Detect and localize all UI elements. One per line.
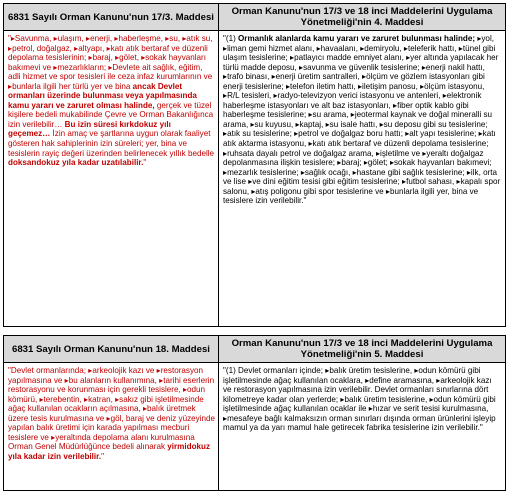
comparison-document bbox=[3, 3, 505, 497]
regulation-5-body: "(1) Devlet ormanları içinde; ▸balık üretim tesislerine, ▸odun kömürü gibi işletilmesinde ağaç kullanılan ocaklara, ▸define aramasına, ▸arkeolojik kazı ve restorasyon yapılmasına izin verilebilir. Devlet ormanları sınırlarına dört kilometreye kadar olan yerlerde; ▸balık üretim tesislerine, ▸odun kömürü gibi işletilmesinde ağaç kullanılan ocaklar ile ▸hızar ve serit tesisi kurulmasına, ▸mesafeye bağlı kalmaksızın orman sınırları dışında orman ürünlerini işleyip mamul ya da yarı mamul hale getirecek fabrika tesislerine izin verilebilir." bbox=[223, 366, 496, 433]
comparison-table-article-18 bbox=[3, 335, 506, 491]
regulation-article-4-text bbox=[219, 31, 506, 327]
law-header-17-text: 6831 Sayılı Orman Kanunu'nun 17/3. Maddesi bbox=[8, 11, 214, 23]
law-header-17 bbox=[4, 4, 219, 31]
law-header-18-text: 6831 Sayılı Orman Kanunu'nun 18. Maddesi bbox=[12, 343, 210, 355]
regulation-header-4-text: Orman Kanunu'nun 17/3 ve 18 inci Maddelerini Uygulama Yönetmeliği'nin 4. Maddesi bbox=[231, 6, 493, 28]
law-article-17-text bbox=[4, 31, 219, 327]
law-header-18 bbox=[4, 336, 219, 363]
regulation-header-5-text: Orman Kanunu'nun 17/3 ve 18 inci Maddelerini Uygulama Yönetmeliği'nin 5. Maddesi bbox=[231, 338, 493, 360]
regulation-header-4 bbox=[219, 4, 506, 31]
regulation-article-5-text bbox=[219, 363, 506, 491]
regulation-header-5 bbox=[219, 336, 506, 363]
law-17-bold-3: doksandokuz yıla kadar uzatılabilir. bbox=[8, 158, 144, 168]
table-spacer bbox=[3, 327, 505, 335]
law-17-part-4: " bbox=[143, 158, 147, 168]
law-17-bold-2: Bu izin süresi kırkdokuz yılı geçemez… bbox=[8, 119, 171, 139]
law-17-part-2: gerçek ve tüzel kişilere bedeli mukabilinde Çevre ve Orman Bakanlığınca izin verilebilir… bbox=[8, 100, 214, 129]
law-18-part-2: " bbox=[101, 451, 105, 461]
law-18-part-1: "Devlet ormanlarında; ▸arkeolojik kazı ve ▸restorasyon yapılmasına ve ▸bu alanların kullanımına, ▸tarihi eserlerin restorasyonu ve korunması için gerekli tesislere, ▸odun kömürü, ▸terebentin, ▸katran, ▸sakız gibi işletilmesinde ağaç kullanılan ocakların açılmasına, ▸balık üretmek üzere tesis kurulmasına ve ▸göl, baraj ve deniz yüzeyinde yapılan balık üretimi için karada yapılması mecburi tesislere ve ▸yeraltında depolama alanı kurulmasına Orman Genel Müdürlüğünce bedeli alınarak bbox=[8, 366, 215, 452]
comparison-table-article-17 bbox=[3, 3, 506, 327]
law-17-bold-1: ancak Devlet ormanları üzerinde bulunması veya yapılmasında kamu yararı ve zaruret olması halinde, bbox=[8, 81, 197, 110]
law-18-bold-1: yirmidokuz yıla kadar izin verilebilir. bbox=[8, 442, 211, 461]
law-17-part-1: "▸Savunma, ▸ulaşım, ▸enerji, ▸haberleşme, ▸su, ▸atık su, ▸petrol, doğalgaz, ▸altyapı, ▸katı atık bertaraf ve düzenli depolama tesislerinin; ▸baraj, ▸gölet, ▸sokak hayvanları bakımevi ve ▸mezarlıkların; ▸Devlete ait sağlık, eğitim, adli hizmet ve spor tesisleri ile ceza infaz kurumlarının ve ▸bunlarla ilgili her türlü yer ve bina bbox=[8, 34, 213, 91]
law-article-18-text bbox=[4, 363, 219, 491]
law-17-part-3: İzin amaç ve şartlarına uygun olarak faaliyet gösteren hak sahiplerinin izin süreleri; yer, bina ve tesislerin rayiç değeri üzerinden belirlenecek yıllık bedelle bbox=[8, 129, 215, 158]
regulation-4-body: "(1) Ormanlık alanlarda kamu yararı ve zaruret bulunması halinde; ▸yol, ▸liman gemi hizmet alanı, ▸havaalanı, ▸demiryolu, ▸teleferik hattı, ▸tünel gibi ulaşım tesislerine; ▸patlayıcı madde emniyet alanı, ▸yer altında yapılacak her türlü madde deposu, ▸savunma ve güvenlik tesislerine; ▸enerji nakil hattı, ▸trafo binası, ▸enerji üretim santralleri, ▸ölçüm ve gözlem istasyonları gibi enerji tesislerine; ▸telefon iletim hattı, ▸iletişim panosu, ▸ölçüm istasyonu, ▸R/L tesisleri, ▸radyo-televizyon verici istasyonu ve antenleri, ▸elektronik haberleşme istasyonları ve alt baz istasyonları, ▸fiber optik kablo gibi haberleşme tesislerine; ▸su arama, ▸jeotermal kaynak ve doğal mineralli su arama, ▸su kuyusu, ▸kaptaj, ▸su isale hattı, ▸su deposu gibi su tesislerine; ▸atık su tesislerine; ▸petrol ve doğalgaz boru hattı; ▸alt yapı tesislerine; ▸katı atık aktarma istasyonu, ▸katı atık bertaraf ve düzenli depolama tesislerine; ▸ruhsata dayalı petrol ve doğalgaz arama, ▸işletilme ve ▸yeraltı doğalgaz depolanmasına ilişkin tesislere; ▸baraj; ▸gölet; ▸sokak hayvanları bakımevi; ▸mezarlık tesislerine; ▸sağlık ocağı, ▸hastane gibi sağlık tesislerine; ▸ilk, orta ve lise ▸ve dini eğitim tesisi gibi eğitim tesislerine; ▸futbol sahası, ▸kapalı spor salonu, ▸atış poligonu gibi spor tesislerine ve ▸bunlarla ilgili yer, bina ve tesislere izin verilebilir." bbox=[223, 34, 501, 206]
